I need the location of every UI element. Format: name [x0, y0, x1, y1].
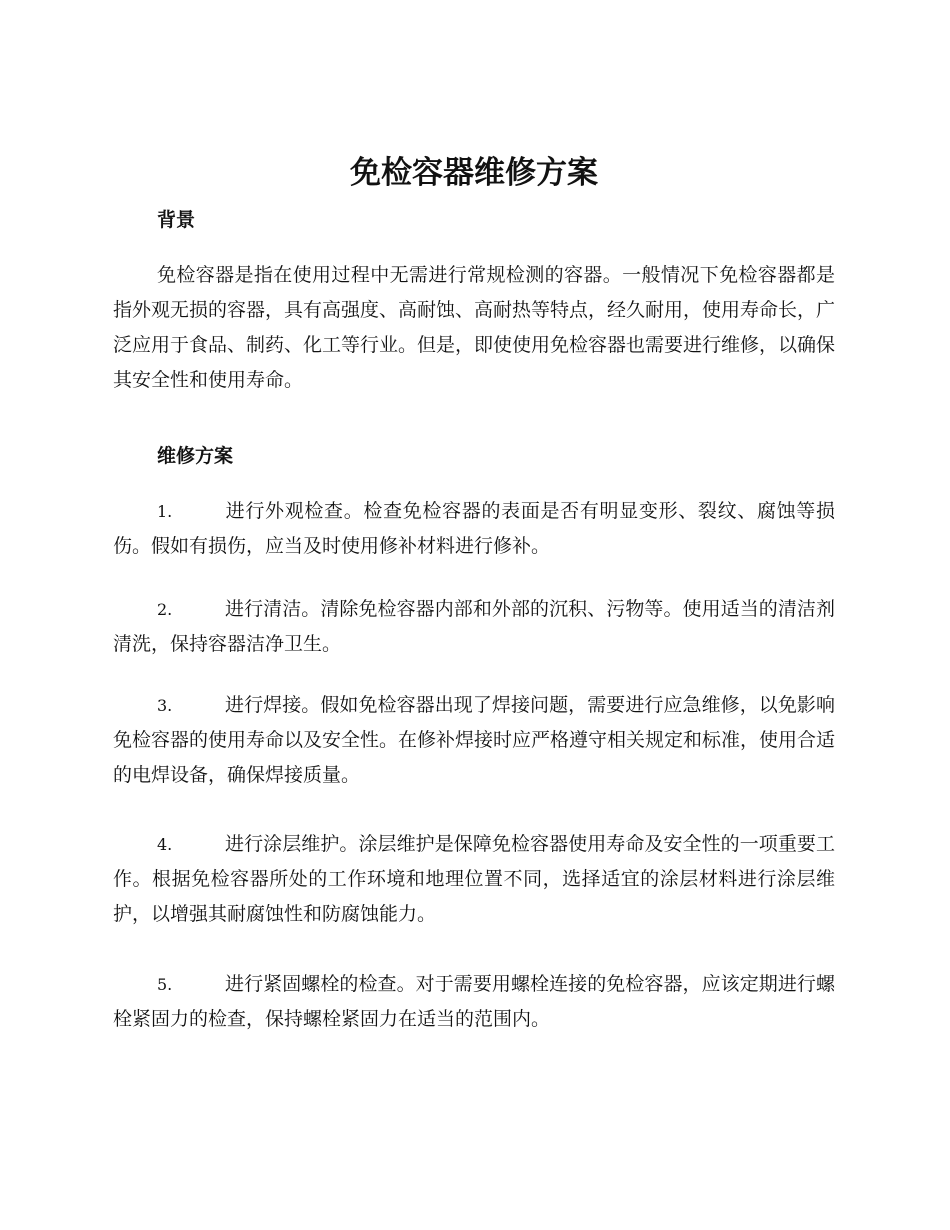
list-item-number: 4.: [157, 835, 173, 854]
page-title: 免检容器维修方案: [350, 155, 598, 191]
list-item-text: 进行清洁。清除免检容器内部和外部的沉积、污物等。使用适当的清洁剂清洗，保持容器洁净卫生。: [113, 598, 835, 655]
list-item-text: 进行紧固螺栓的检查。对于需要用螺栓连接的免检容器，应该定期进行螺栓紧固力的检查，保持螺栓紧固力在适当的范围内。: [113, 973, 835, 1030]
list-item: [113, 494, 835, 564]
list-item: [113, 827, 835, 932]
list-item-number: 2.: [157, 600, 173, 619]
list-item-text: 进行涂层维护。涂层维护是保障免检容器使用寿命及安全性的一项重要工作。根据免检容器所处的工作环境和地理位置不同，选择适宜的涂层材料进行涂层维护，以增强其耐腐蚀性和防腐蚀能力。: [113, 833, 835, 925]
list-item-text: 进行焊接。假如免检容器出现了焊接问题，需要进行应急维修，以免影响免检容器的使用寿命以及安全性。在修补焊接时应严格遵守相关规定和标准，使用合适的电焊设备，确保焊接质量。: [113, 694, 836, 786]
section-heading-maintenance-plan: 维修方案: [157, 445, 234, 467]
background-paragraph: 免检容器是指在使用过程中无需进行常规检测的容器。一般情况下免检容器都是指外观无损的容器，具有高强度、高耐蚀、高耐热等特点，经久耐用，使用寿命长，广泛应用于食品、制药、化工等行业。但是，即使使用免检容器也需要进行维修，以确保其安全性和使用寿命。: [113, 264, 836, 391]
list-item: [113, 967, 835, 1037]
list-item-number: 3.: [157, 696, 173, 715]
list-item: [113, 688, 835, 793]
list-item-number: 1.: [157, 502, 173, 521]
list-item-number: 5.: [157, 975, 173, 994]
list-item-text: 进行外观检查。检查免检容器的表面是否有明显变形、裂纹、腐蚀等损伤。假如有损伤，应当及时使用修补材料进行修补。: [113, 500, 835, 557]
section-heading-background: 背景: [157, 209, 196, 231]
list-item: [113, 592, 835, 662]
